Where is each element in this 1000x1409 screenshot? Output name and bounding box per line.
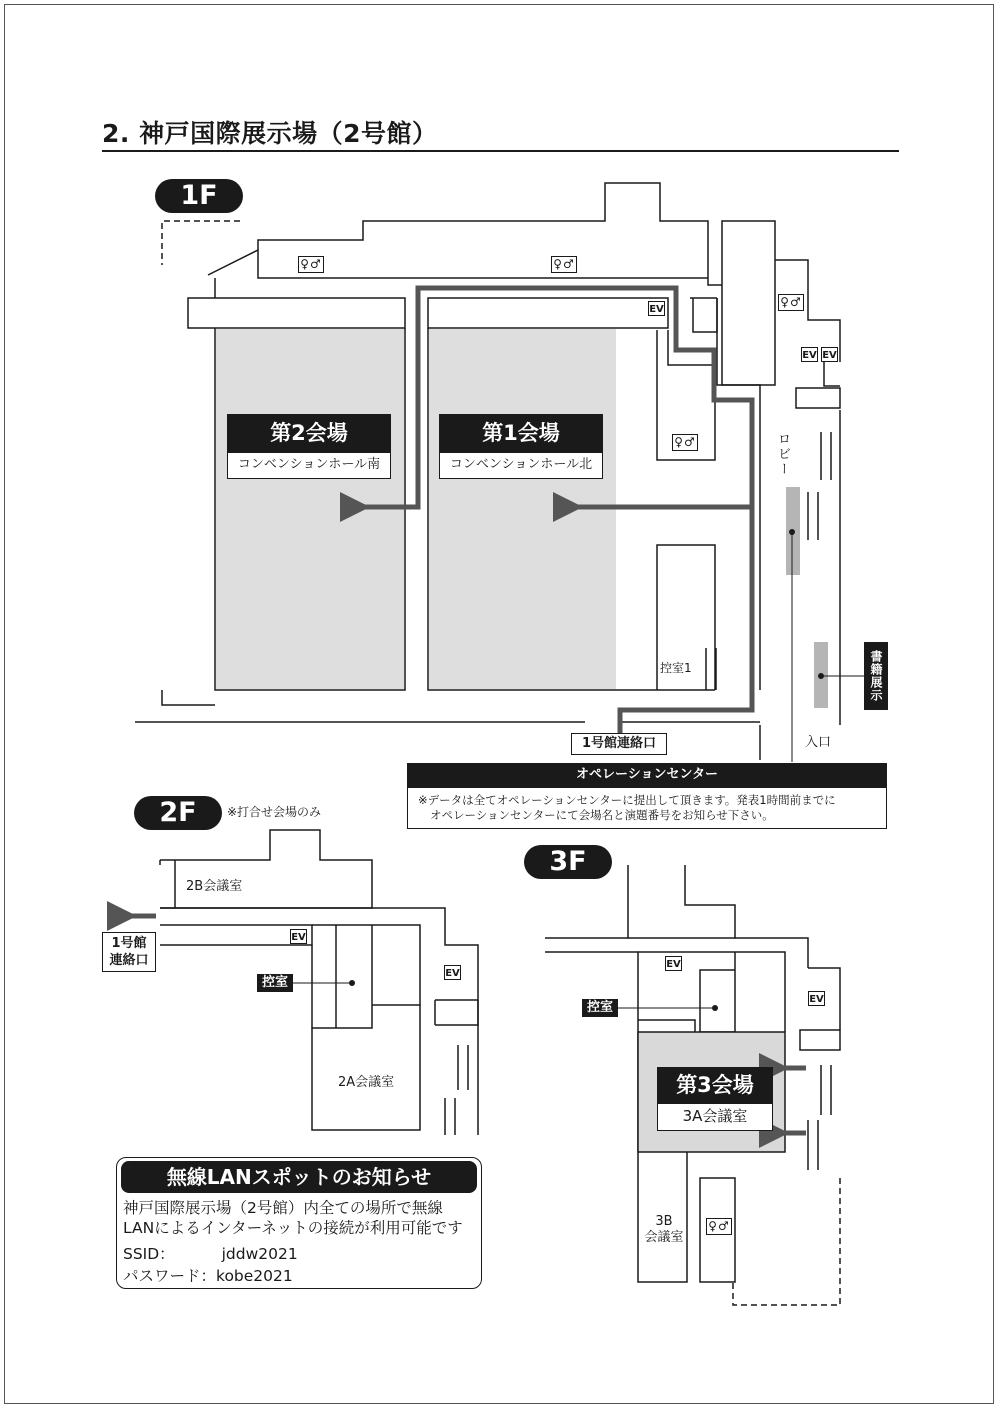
ev-icon: EV [665,956,682,971]
room-3b-line2: 会議室 [644,1230,684,1245]
ssid-value: jddw2021 [221,1245,298,1263]
ev-icon: EV [648,301,665,316]
restroom-icon: ♀♂ [706,1218,732,1235]
entrance-label: 入口 [805,735,832,750]
wifi-password-row [123,1264,293,1286]
wifi-title: 無線LANスポットのお知らせ [121,1161,477,1193]
f2-waiting-room-label: 控室 [257,974,293,992]
hall2-sub: コンベンションホール南 [227,452,391,479]
f1-dashed-boundary [162,221,240,265]
room-3b-label [642,1214,686,1246]
book-exhibit-label: 書籍展示 [864,642,888,710]
f1-top-wall [208,183,722,285]
restroom-icon: ♀♂ [778,294,804,311]
room-3b-line1: 3B [655,1214,673,1229]
wifi-notice [116,1157,482,1289]
f1-connection-label: 1号館連絡口 [571,733,667,755]
ssid-label: SSID： [123,1245,175,1263]
ev-icon: EV [821,347,838,362]
hall1-name: 第1会場 [439,414,603,452]
wifi-line1: 神戸国際展示場（2号館）内全ての場所で無線 [123,1199,443,1217]
password-value: kobe2021 [216,1267,293,1285]
page-title: 2. 神戸国際展示場（2号館） [102,119,438,148]
hall3-name: 第3会場 [657,1067,773,1103]
ev-icon: EV [290,929,307,944]
room-2b-label: 2B会議室 [186,879,243,894]
restroom-icon: ♀♂ [298,256,324,273]
wifi-ssid-row [123,1242,298,1264]
f3-waiting-room-label: 控室 [582,999,618,1017]
ev-icon: EV [808,991,825,1006]
f2-connection-line2: 連絡口 [109,953,149,968]
f2-connection-label [102,932,156,972]
hall3-sub: 3A会議室 [657,1103,773,1131]
restroom-icon: ♀♂ [551,256,577,273]
operations-note-line1: ※データは全てオペレーションセンターに提出して頂きます。発表1時間前までに [418,793,836,807]
f2-connection-line1: 1号館 [111,936,147,951]
floor-3f-badge: 3F [524,845,612,879]
ev-icon: EV [801,347,818,362]
hall2-name: 第2会場 [227,414,391,452]
wifi-line2: LANによるインターネットの接続が利用可能です [123,1219,463,1237]
room-2a-label: 2A会議室 [338,1075,395,1090]
operations-note-line2: オペレーションセンターにて会場名と演題番号をお知らせ下さい。 [430,808,774,822]
hall1-sub: コンベンションホール北 [439,452,603,479]
floor-1f-badge: 1F [155,179,243,213]
restroom-icon: ♀♂ [672,434,698,451]
operations-center-title: オペレーションセンター [407,763,887,787]
wifi-description [123,1198,479,1238]
operations-center-note [407,787,887,829]
password-label: パスワード： [123,1267,217,1285]
f1-waiting-room-label: 控室1 [660,661,692,675]
lobby-label: ロビー [775,432,790,477]
ev-icon: EV [444,965,461,980]
floor-2f-badge: 2F [134,796,222,830]
f2-note: ※打合せ会場のみ [227,805,322,819]
